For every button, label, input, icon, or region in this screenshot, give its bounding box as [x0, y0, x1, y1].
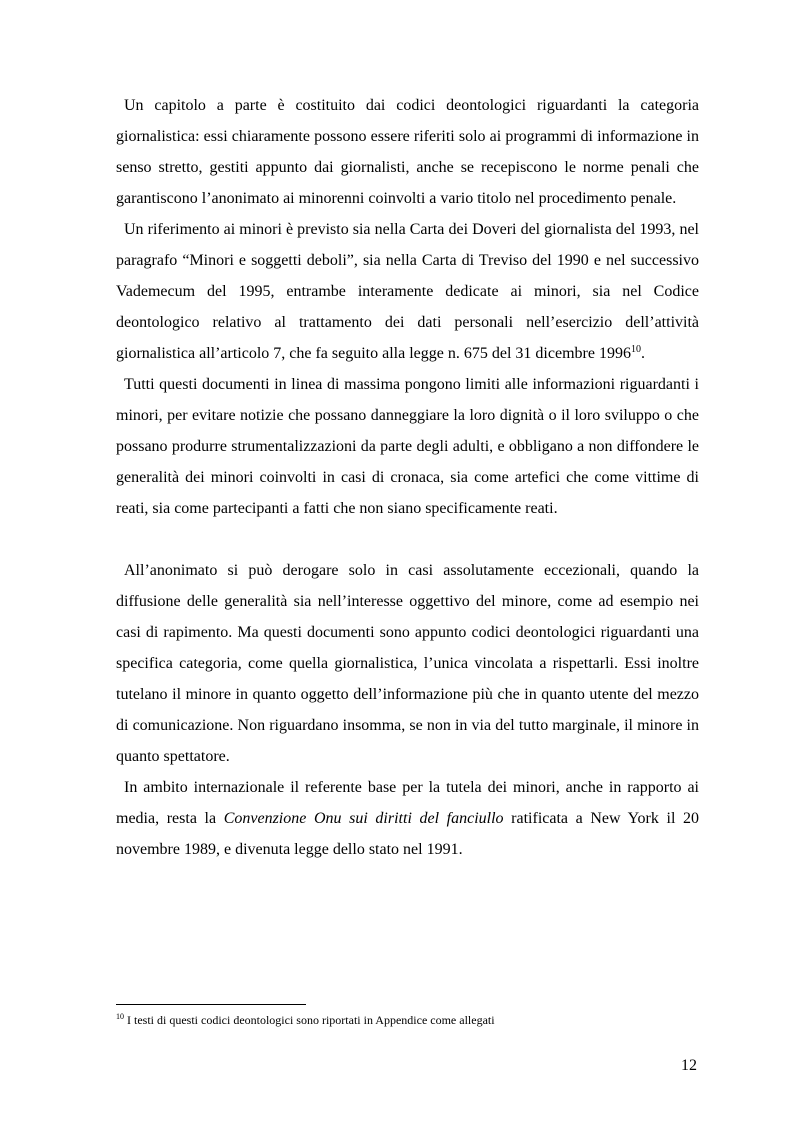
paragraph-documenti-limiti — [116, 369, 699, 524]
convention-title-italic: Convenzione Onu sui diritti del fanciullo — [223, 810, 504, 827]
paragraph-text-end: . — [640, 345, 645, 362]
paragraph-ambito-internazionale — [116, 772, 699, 865]
paragraph-text: In ambito internazionale il referente base per la tutela dei minori, anche in rapporto ai media, resta la — [116, 779, 699, 827]
footnote-number: 10 — [116, 1012, 124, 1021]
paragraph-text: All’anonimato si può derogare solo in casi assolutamente eccezionali, quando la diffusione delle generalità sia nell’interesse oggettivo del minore, come ad esempio nei casi di rapimento. Ma questi documenti sono appunto codici deontologici riguardanti una specifica categoria, come quella giornalistica, l’unica vincolata a rispettarli. Essi inoltre tutelano il minore in quanto oggetto dell’informazione più che in quanto utente del mezzo di comunicazione. Non riguardano insomma, se non in via del tutto marginale, il minore in quanto spettatore. — [116, 562, 699, 765]
paragraph-anonimato — [116, 555, 699, 772]
paragraph-codici-deontologici — [116, 90, 699, 214]
footnote-separator — [116, 1004, 306, 1005]
paragraph-text: Tutti questi documenti in linea di massima pongono limiti alle informazioni riguardanti i minori, per evitare notizie che possano danneggiare la loro dignità o il loro sviluppo o che possano produrre strumentalizzazioni da parte degli adulti, e obbligano a non diffondere le generalità dei minori coinvolti in casi di cronaca, sia come artefici che come vittime di reati, sia come partecipanti a fatti che non siano specificamente reati. — [116, 376, 699, 517]
footnote — [116, 1012, 699, 1028]
paragraph-text: Un capitolo a parte è costituito dai codici deontologici riguardanti la categoria giornalistica: essi chiaramente possono essere riferiti solo ai programmi di informazione in senso stretto, gestiti appunto dai giornalisti, anche se recepiscono le norme penali che garantiscono l’anonimato ai minorenni coinvolti a vario titolo nel procedimento penale. — [116, 97, 699, 207]
page-number: 12 — [681, 1057, 697, 1074]
footnote-reference: 10 — [630, 344, 641, 355]
footnote-text: I testi di questi codici deontologici sono riportati in Appendice come allegati — [124, 1013, 495, 1027]
paragraph-text-end: ratificata a New York il 20 novembre 1989, e divenuta legge dello stato nel 1991. — [116, 810, 700, 858]
body-text — [116, 90, 699, 865]
paragraph-riferimento-minori — [116, 214, 699, 369]
paragraph-text: Un riferimento ai minori è previsto sia nella Carta dei Doveri del giornalista del 1993, nel paragrafo “Minori e soggetti deboli”, sia nella Carta di Treviso del 1990 e nel successivo Vademecum del 1995, entrambe interamente dedicate ai minori, sia nel Codice deontologico relativo al trattamento dei dati personali nell’esercizio dell’attività giornalistica all’articolo 7, che fa seguito alla legge n. 675 del 31 dicembre 1996 — [116, 221, 699, 362]
